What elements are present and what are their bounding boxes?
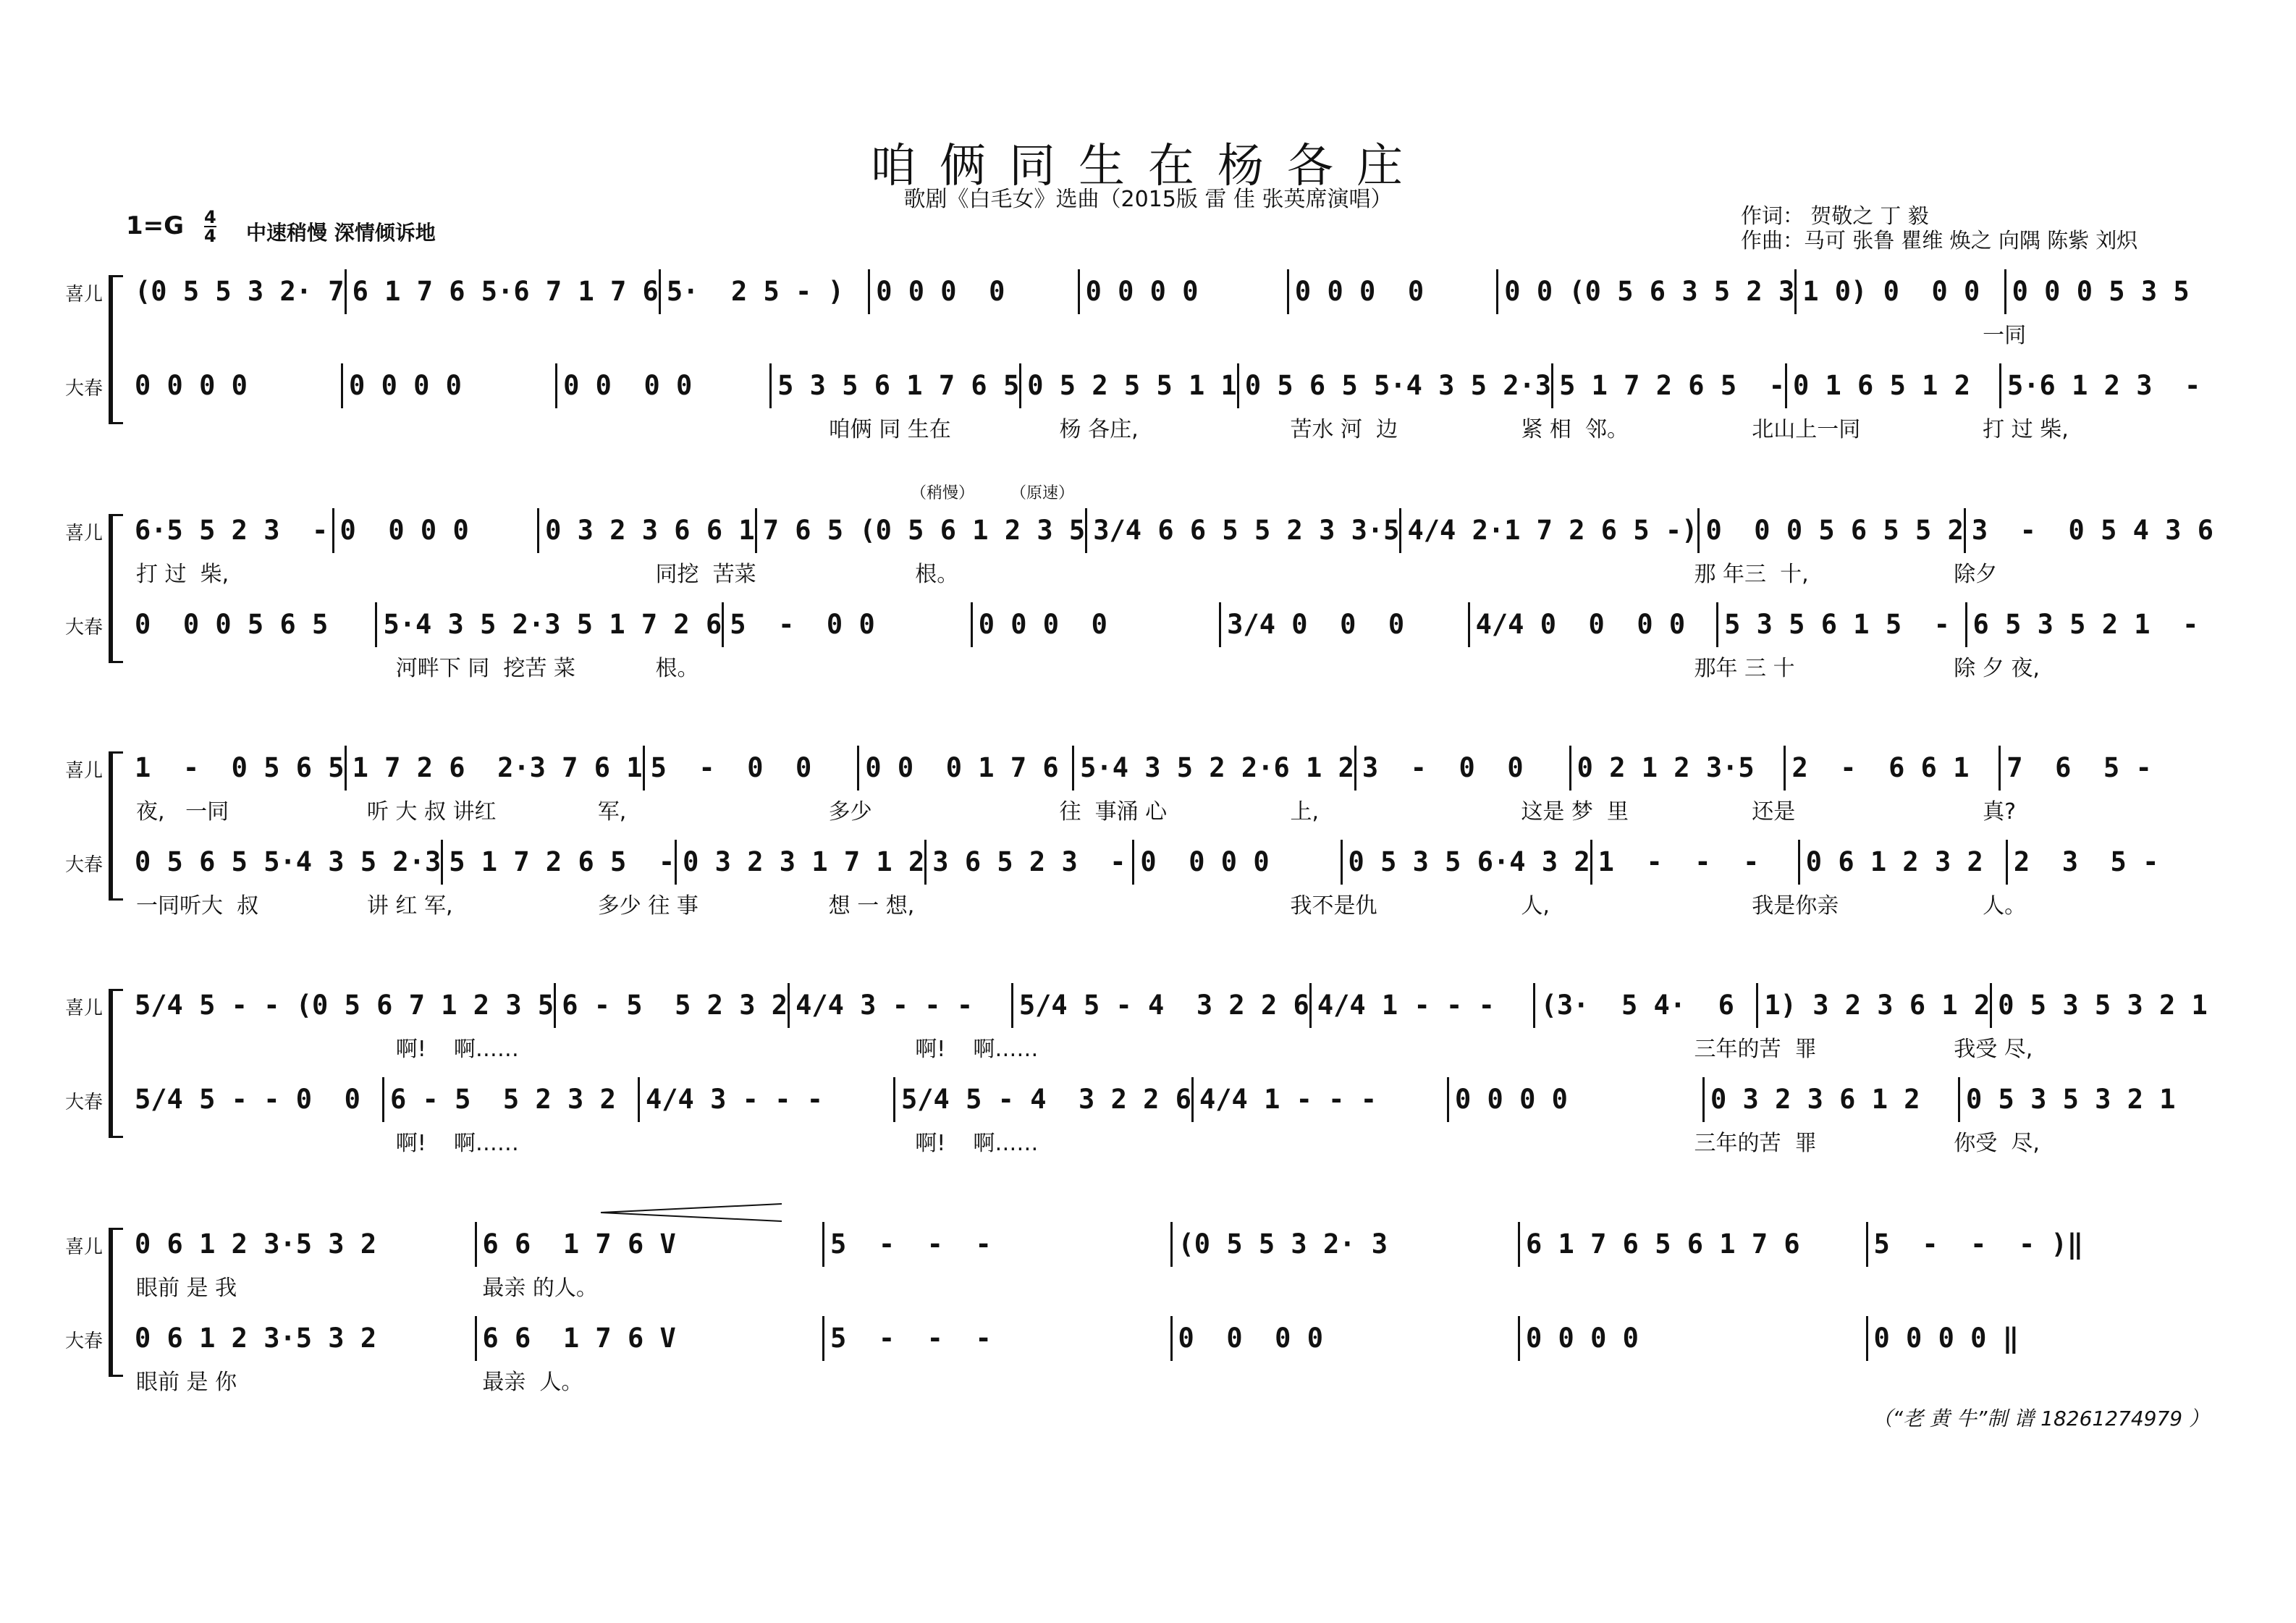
lyric-segment (1175, 1270, 1521, 1302)
lyric-segment: 这是 梦 里 (1521, 799, 1629, 825)
lyrics-line (136, 650, 2213, 682)
lyric-segment (915, 650, 1175, 682)
lyrics-line (136, 317, 2213, 349)
staff-line (129, 746, 2213, 791)
subtitle: 歌剧《白毛女》选曲（2015版 雷 佳 张英席演唱） (903, 187, 1393, 212)
lyric-segment: 听 大 叔 讲红 (366, 799, 497, 825)
lyric-segment: 河畔下 同 挖苦 菜 (395, 656, 575, 681)
meter-bottom: 4 (204, 226, 216, 246)
lyric-segment: 多少 (828, 799, 872, 825)
lyric-segment: 啊! 啊…… (395, 1131, 519, 1156)
lyric-segment (1060, 888, 1291, 919)
lyric-segment: 你受 尽, (1954, 1131, 2040, 1156)
staff-line (129, 1077, 2213, 1122)
measure: 0 5 6 5 5·4 3 5 2·3 (1239, 363, 1553, 408)
measure: 0 0 (0 5 6 3 5 2 3 (1498, 269, 1797, 314)
lyric-segment: 真? (1983, 799, 2017, 825)
measure: 4/4 0 0 0 0 (1470, 602, 1718, 647)
lyric-segment: 苦水 河 边 (1290, 417, 1398, 442)
measure: 0 0 0 0 (1134, 840, 1342, 885)
part-label: 大春 (65, 1092, 104, 1113)
lyric-segment: 最亲 的人。 (482, 1276, 598, 1301)
lyric-segment (1752, 317, 1983, 349)
lyric-segment: 上, (1290, 799, 1319, 825)
measure: 1) 3 2 3 6 1 2 (1758, 983, 1992, 1028)
part-label: 喜儿 (65, 998, 104, 1019)
measure: 3 - 0 0 (1356, 746, 1571, 791)
part-label: 喜儿 (65, 523, 104, 544)
lyric-segment: 往 事涌 心 (1059, 799, 1168, 825)
measure: 5 - - - (824, 1222, 1173, 1267)
system-brace (109, 514, 123, 663)
lyric-segment: 眼前 是 你 (136, 1370, 237, 1395)
part-label: 大春 (65, 617, 104, 638)
part-label: 大春 (65, 1331, 104, 1352)
measure: 5· 2 5 - ) (661, 269, 870, 314)
lyric-segment (1521, 317, 1752, 349)
measure: 5 - 0 0 (724, 602, 972, 647)
meter-top: 4 (204, 207, 216, 227)
lyric-segment: 一同听大 叔 (136, 893, 259, 919)
staff-line (129, 269, 2213, 314)
lyric-segment: 啊! 啊…… (915, 1037, 1039, 1062)
lyric-segment: 想 一 想, (828, 893, 915, 919)
lyrics-line (136, 793, 2213, 825)
system-brace (109, 275, 123, 424)
measure: 0 0 0 1 7 6 (859, 746, 1074, 791)
measure: 3/4 0 0 0 (1221, 602, 1469, 647)
measure: 5/4 5 - 4 3 2 2 6 (1013, 983, 1312, 1028)
measure: (3· 5 4· 6 (1535, 983, 1759, 1028)
staff-line (129, 1316, 2213, 1361)
lyric-segment: 最亲 人。 (482, 1370, 583, 1395)
lyric-segment: 讲 红 军, (366, 893, 453, 919)
decrescendo-hairpin (601, 1202, 789, 1223)
lyric-segment: 我受 尽, (1954, 1037, 2033, 1062)
staff-line (129, 363, 2213, 408)
lyric-segment (1175, 1125, 1435, 1157)
lyric-segment (598, 317, 829, 349)
measure: 5·4 3 5 2·3 5 1 7 2 6 (377, 602, 724, 647)
measure: (0 5 5 3 2· 3 (1173, 1222, 1521, 1267)
lyric-segment: 军, (597, 799, 627, 825)
measure: 1 0) 0 0 0 (1797, 269, 2006, 314)
lyricist-credit: 作词： 贺敬之 丁 毅 (1741, 203, 1929, 228)
lyric-segment (1435, 650, 1694, 682)
measure: 5 3 5 6 1 5 - (1718, 602, 1967, 647)
measure: 0 6 1 2 3·5 3 2 (129, 1316, 477, 1361)
lyric-segment (367, 317, 598, 349)
measure: 0 0 0 0 (1289, 269, 1498, 314)
composer-credit: 作曲：马可 张鲁 瞿维 焕之 向隅 陈紫 刘炽 (1741, 228, 2138, 253)
measure: 0 5 6 5 5·4 3 5 2·3 (129, 840, 443, 885)
lyric-segment (1435, 1031, 1694, 1063)
annotation-original-tempo: （原速） (1010, 484, 1075, 502)
lyric-segment (829, 1270, 1175, 1302)
staff-line (129, 840, 2213, 885)
measure: 0 5 3 5 3 2 1 (1965, 1084, 2176, 1115)
transcriber-credit: （“老 黄 牛”制 谱 18261274979 ） (1872, 1407, 2209, 1430)
measure: 4/4 1 - - - (1312, 983, 1535, 1028)
lyric-segment: 北山上一同 (1752, 417, 1861, 442)
measure: 6 1 7 6 5·6 7 1 7 6 (347, 269, 661, 314)
lyric-segment (136, 1125, 396, 1157)
lyric-segment (1060, 317, 1291, 349)
measure: 3/4 6 6 5 5 2 3 3·5 (1087, 508, 1401, 553)
lyric-segment: 人, (1521, 893, 1550, 919)
measure: 4/4 3 - - - (790, 983, 1013, 1028)
measure: 0 0 0 0 (870, 269, 1079, 314)
system-brace (109, 989, 123, 1138)
lyric-segment: 一同 (1983, 323, 2027, 348)
measure: 3 - 0 5 4 3 6 (1971, 515, 2213, 546)
measure: 5 1 7 2 6 5 - (443, 840, 677, 885)
lyrics-line (136, 1125, 2213, 1157)
annotation-slow: （稍慢） (911, 484, 975, 502)
lyric-segment: 打 过 柴, (136, 562, 229, 587)
part-label: 大春 (65, 378, 104, 400)
lyric-segment (136, 650, 396, 682)
measure: 0 0 0 0 (129, 363, 343, 408)
measure: 5/4 5 - - 0 0 (129, 1077, 384, 1122)
measure: 6 5 3 5 2 1 - (1972, 609, 2199, 640)
lyric-segment: 三年的苦 罪 (1694, 1037, 1817, 1062)
lyric-segment (396, 556, 656, 588)
lyric-segment: 人。 (1983, 893, 2027, 919)
measure: 5/4 5 - - (0 5 6 7 1 2 3 5 (129, 983, 556, 1028)
measure: 1 - 0 5 6 5 (129, 746, 347, 791)
measure: 5 - 0 0 (645, 746, 860, 791)
measure: 0 5 3 5 3 2 1 (1998, 990, 2208, 1021)
lyric-segment: 还是 (1752, 799, 1796, 825)
lyric-segment: 杨 各庄, (1059, 417, 1139, 442)
measure: 2 - 6 6 1 (1786, 746, 2001, 791)
staff-line (129, 508, 2213, 553)
lyrics-line (136, 1031, 2213, 1063)
measure: 0 0 0 0 (1449, 1077, 1705, 1122)
lyrics-line (136, 1364, 2213, 1396)
lyric-segment: 同挖 苦菜 (655, 562, 756, 587)
lyric-segment (598, 411, 829, 443)
lyric-segment (656, 1031, 916, 1063)
lyric-segment: 夜, 一同 (136, 799, 229, 825)
measure: 5 3 5 6 1 7 6 5 (772, 363, 1021, 408)
lyric-segment (1175, 1031, 1435, 1063)
lyric-segment: 打 过 柴, (1983, 417, 2069, 442)
key-signature: 1=G (126, 211, 185, 240)
measure: 6 6 1 7 6 V (477, 1316, 825, 1361)
measure: 6·5 5 2 3 - (129, 508, 334, 553)
lyric-segment: 三年的苦 罪 (1694, 1131, 1817, 1156)
measure: 4/4 3 - - - (640, 1077, 895, 1122)
measure: 0 3 2 3 6 1 2 (1705, 1077, 1960, 1122)
measure: 6 - 5 5 2 3 2 (384, 1077, 640, 1122)
measure: 0 6 1 2 3 2 (1800, 840, 2008, 885)
measure: 0 0 0 0 (343, 363, 557, 408)
measure: 0 0 0 0 (557, 363, 772, 408)
lyric-segment: 啊! 啊…… (395, 1037, 519, 1062)
measure: 4/4 1 - - - (1194, 1077, 1449, 1122)
lyric-segment (1175, 650, 1435, 682)
part-label: 喜儿 (65, 760, 104, 782)
lyric-segment: 多少 往 事 (597, 893, 698, 919)
lyric-segment (1867, 1364, 2213, 1396)
staff-line (129, 602, 2213, 647)
lyric-segment: 啊! 啊…… (915, 1131, 1039, 1156)
measure: 5 - - - )‖ (1873, 1228, 2084, 1260)
measure: 0 0 0 0 ‖ (1873, 1323, 2019, 1354)
measure: 7 6 5 (0 5 6 1 2 3 5 (757, 508, 1088, 553)
lyric-segment (367, 411, 598, 443)
measure: 0 0 0 5 6 5 (129, 602, 377, 647)
lyric-segment (1290, 317, 1521, 349)
measure: 0 0 0 0 (973, 602, 1221, 647)
measure: 5 1 7 2 6 5 - (1553, 363, 1787, 408)
lyric-segment: 紧 相 邻。 (1521, 417, 1629, 442)
staff-line (129, 1222, 2213, 1267)
system-brace (109, 751, 123, 901)
part-label: 喜儿 (65, 284, 104, 305)
lyric-segment: 我是你亲 (1752, 893, 1839, 919)
measure: 0 1 6 5 1 2 (1787, 363, 2001, 408)
lyric-segment (1175, 556, 1435, 588)
measure: 5·6 1 2 3 - (2006, 370, 2201, 401)
lyric-segment (1521, 1270, 1867, 1302)
lyrics-line (136, 411, 2213, 443)
lyric-segment (1521, 1364, 1867, 1396)
lyric-segment: 那 年三 十, (1694, 562, 1809, 587)
lyric-segment (829, 317, 1060, 349)
lyric-segment: 咱俩 同 生在 (828, 417, 951, 442)
lyric-segment (136, 1031, 396, 1063)
lyric-segment (1175, 1364, 1521, 1396)
staff-line (129, 983, 2213, 1028)
lyric-segment: 根。 (655, 656, 699, 681)
measure: 0 0 0 0 (1520, 1316, 1868, 1361)
lyric-segment (136, 411, 367, 443)
measure: 0 5 2 5 5 1 1 (1021, 363, 1239, 408)
lyric-segment: 那年 三 十 (1694, 656, 1795, 681)
measure: 5/4 5 - 4 3 2 2 6 (895, 1077, 1194, 1122)
measure: 0 3 2 3 1 7 1 2 (677, 840, 927, 885)
lyric-segment (1435, 1125, 1694, 1157)
measure: 0 0 0 5 3 5 (2012, 276, 2190, 307)
measure: 0 0 0 0 (334, 508, 540, 553)
measure: 0 0 0 5 6 5 5 2 (1700, 508, 1965, 553)
time-signature (204, 208, 216, 245)
page-title: 咱俩同生在杨各庄 (870, 140, 1426, 193)
measure: 7 6 5 - (2006, 752, 2152, 783)
measure: 4/4 2·1 7 2 6 5 -) (1401, 508, 1700, 553)
lyrics-line (136, 888, 2213, 919)
lyric-segment (1435, 556, 1694, 588)
lyrics-line (136, 1270, 2213, 1302)
measure: 6 1 7 6 5 6 1 7 6 (1520, 1222, 1868, 1267)
part-label: 喜儿 (65, 1236, 104, 1258)
lyric-segment (136, 317, 367, 349)
measure: 6 6 1 7 6 V (477, 1222, 825, 1267)
measure: 3 6 5 2 3 - (927, 840, 1134, 885)
tempo-marking: 中速稍慢 深情倾诉地 (246, 221, 436, 245)
measure: 5 - - - (824, 1316, 1173, 1361)
measure: 1 - - - (1592, 840, 1800, 885)
lyric-segment: 除夕 (1954, 562, 1998, 587)
measure: 0 0 0 0 (1173, 1316, 1521, 1361)
lyric-segment (656, 1125, 916, 1157)
measure: 0 5 3 5 6·4 3 2 (1343, 840, 1592, 885)
system-brace (109, 1228, 123, 1377)
lyric-segment: 眼前 是 我 (136, 1276, 237, 1301)
measure: 1 7 2 6 2·3 7 6 1 (347, 746, 645, 791)
lyric-segment: 除 夕 夜, (1954, 656, 2040, 681)
measure: 2 3 5 - (2013, 846, 2159, 877)
measure: 6 - 5 5 2 3 2 (556, 983, 790, 1028)
measure: 0 2 1 2 3·5 (1571, 746, 1786, 791)
measure: 0 6 1 2 3·5 3 2 (129, 1222, 477, 1267)
lyrics-line (136, 556, 2213, 588)
lyric-segment (829, 1364, 1175, 1396)
measure: 0 3 2 3 6 6 1 (539, 508, 757, 553)
measure: (0 5 5 3 2· 7 (129, 269, 347, 314)
measure: 5·4 3 5 2 2·6 1 2 (1074, 746, 1356, 791)
lyric-segment: 根。 (915, 562, 959, 587)
part-label: 大春 (65, 854, 104, 876)
lyric-segment: 我不是仇 (1290, 893, 1377, 919)
measure: 0 0 0 0 (1080, 269, 1289, 314)
lyric-segment (1867, 1270, 2213, 1302)
